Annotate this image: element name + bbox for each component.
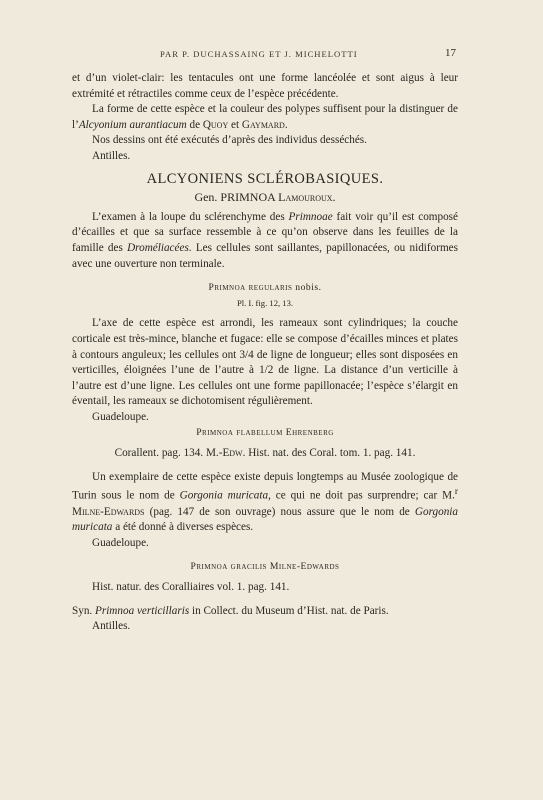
locality: Antilles. [92, 620, 131, 633]
text-run: , ce qui ne doit pas surprendre; car M. [268, 489, 455, 502]
text-run: Syn. [72, 604, 96, 617]
genus-name: Gen. PRIMNOA [194, 190, 276, 205]
species-name: Gorgonia muricata [179, 489, 269, 502]
fraction: 1/2 [259, 364, 274, 377]
text-run: a été donné à diverses espèces. [112, 521, 254, 534]
paragraph-regularis-description [72, 316, 458, 410]
author-name: Gaymard [241, 118, 285, 131]
text-run: (pag. 147 de son ouvrage) nous assure que le nom de [144, 505, 415, 518]
bibliographic-reference [72, 446, 458, 462]
species-title: Primnoa regularis [208, 282, 293, 294]
genus-name-italic: Primnoae [288, 210, 333, 223]
superscript: r [454, 487, 458, 498]
paragraph-distinction [72, 102, 458, 133]
species-heading-flabellum [72, 425, 458, 441]
text-run: . Les cellules sont saillantes, papillonacées, ou nidiformes avec une ouverture non terminale. [72, 241, 458, 270]
genus-author: Lamouroux. [278, 190, 336, 205]
text-run: in Collect. du Museum d’Hist. nat. de Paris. [189, 604, 389, 617]
species-heading-gracilis [72, 559, 458, 575]
paragraph-continuation: et d’un violet-clair: les tentacules ont une forme lancéolée et sont aigus à leur extrémité et rétractiles comme ceux de l’espèce précédente. [72, 72, 458, 100]
page-number: 17 [445, 47, 456, 59]
genus-heading [72, 190, 458, 206]
author-name: Quoy [202, 118, 229, 131]
author-name: Edw [222, 447, 243, 460]
running-title: PAR P. DUCHASSAING ET J. MICHELOTTI [160, 49, 358, 59]
species-name: Primnoa verticillaris [95, 604, 190, 617]
locality: Guadeloupe. [92, 410, 149, 423]
paragraph-genus-description [72, 210, 458, 272]
text-run: . Hist. nat. des Coral. tom. 1. pag. 141. [242, 447, 416, 460]
section-heading: ALCYONIENS SCLÉROBASIQUES. [146, 170, 384, 187]
paragraph-flabellum-description [72, 470, 458, 536]
species-name: Alcyonium aurantiacum [78, 118, 187, 131]
text-run: Un exemplaire de cette espèce existe depuis longtemps au Musée zoologique de Turin sous le nom de [72, 470, 458, 502]
species-name: Gorgonia muricata [72, 505, 458, 534]
plate-reference: Pl. I. fig. 12, 13. [236, 297, 294, 308]
locality: Antilles. [92, 149, 131, 162]
text-run: de [186, 118, 203, 131]
species-title: Primnoa flabellum Ehrenberg [196, 427, 334, 439]
author-name: Milne-Edwards [72, 505, 145, 518]
text-run: et [228, 118, 242, 131]
family-name: Droméliacées [127, 241, 189, 254]
text-run: . [284, 118, 288, 131]
page-header [0, 49, 543, 65]
text-run: La forme de cette espèce et la couleur des polypes suffisent pour la distinguer de l’ [72, 103, 458, 131]
fraction: 3/4 [239, 348, 254, 361]
text-run: Corallent. pag. 134. M.- [114, 447, 223, 460]
bibliographic-reference: Hist. natur. des Coralliaires vol. 1. pag. 141. [92, 580, 290, 593]
text-run: L’axe de cette espèce est arrondi, les rameaux sont cylindriques; la couche corticale est très-mince, blanche et fugace: elle se compose d’écailles minces et plates à contours anguleux; les cellules ont [72, 317, 458, 361]
paragraph-drawings: Nos dessins ont été exécutés d’après des individus desséchés. [92, 134, 367, 147]
text-run: L’examen à la loupe du sclérenchyme des [92, 210, 289, 223]
page-body [72, 71, 458, 635]
text-run: fait voir qu’il est composé d’écailles et que sa surface ressemble à ce qu’on observe dans les feuilles de la famille des [72, 210, 458, 254]
locality: Guadeloupe. [92, 536, 149, 549]
species-heading-regularis [72, 280, 458, 296]
text-run: de ligne de longueur; elles sont disposées en verticilles, éloignées l’une de l’autre à [72, 348, 458, 377]
species-author: nobis. [292, 282, 322, 294]
text-run: de ligne. La distance d’un verticille à l’autre est d’une ligne. Les cellules ont une forme papillonacée; l’espèce s’élargit en éventail, les rameaux se dichotomisent régulièrement. [72, 364, 458, 408]
species-title: Primnoa gracilis Milne-Edwards [190, 561, 340, 573]
synonym-line [72, 604, 458, 620]
